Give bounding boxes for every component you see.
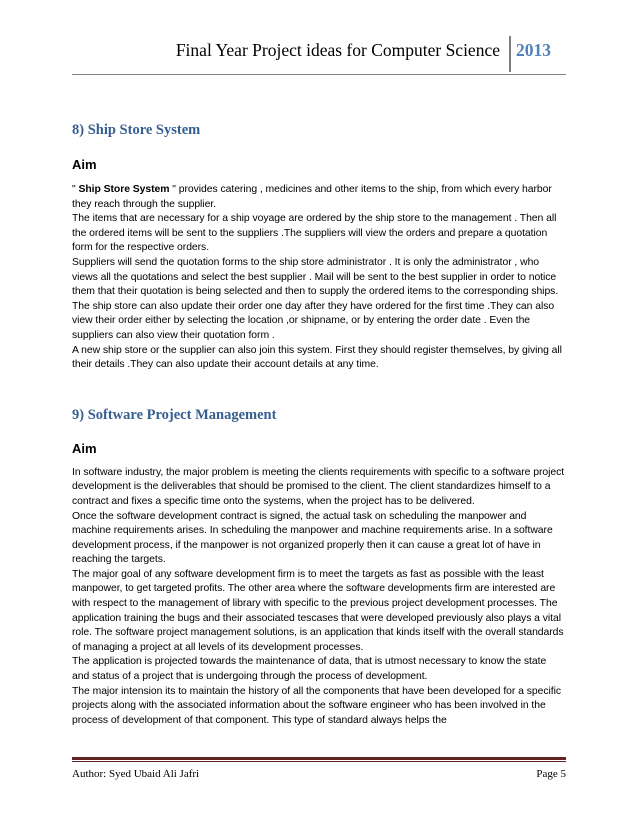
header-title: Final Year Project ideas for Computer Science <box>175 40 500 60</box>
paragraph: The major intension its to maintain the history of all the components that have been developed for a specific projects along with the associated information about the software engineer who has been involved in the process of development of that component. This type of standard always helps the <box>72 685 561 726</box>
paragraph: A new ship store or the supplier can also join this system. First they should register themselves, by giving all their details .They can also update their account details at any time. <box>72 344 562 371</box>
aim-heading: Aim <box>72 440 97 456</box>
intro-bold-term: Ship Store System <box>78 184 170 195</box>
intro-suffix: " provides catering , medicines and other items to the ship, from which every harbor they reach through the supplier. <box>72 184 552 210</box>
page-header <box>72 34 566 76</box>
intro-paragraph <box>72 183 566 212</box>
section-ship-store-system <box>72 122 566 373</box>
header-year: 2013 <box>516 40 551 60</box>
paragraph: The application is projected towards the maintenance of data, that is utmost necessary to know the state and status of a project that is undergoing through the process of development. <box>72 656 547 683</box>
footer-author: Author: Syed Ubaid Ali Jafri <box>72 768 200 780</box>
page-content <box>72 122 566 728</box>
paragraph: The ship store can also update their order one day after they have ordered for the first time .They can also view their order either by selecting the location ,or shipname, or by entering the order date . Even the suppliers can also view their quotation form . <box>72 300 555 341</box>
paragraph: Once the software development contract is signed, the actual task on scheduling the manpower and machine requirements arises. In scheduling the manpower and machine requirements arise. In a software development process, if the manpower is not organized properly then it can cause a great lot of have in reaching the targets. <box>72 510 553 566</box>
intro-prefix: " <box>72 184 79 195</box>
aim-heading: Aim <box>72 157 97 172</box>
paragraph: Suppliers will send the quotation forms to the ship store administrator . It is only the administrator , who views all the quotations and select the best supplier . Mail will be sent to the best supplier in order to notice them that their quotation is being selected and then to supply the ordered items to the corresponding ships. <box>72 256 559 298</box>
section-title: 9) Software Project Management <box>72 406 277 423</box>
footer-rule <box>72 757 566 760</box>
section-title: 8) Ship Store System <box>72 122 201 138</box>
section-software-project-management <box>72 407 566 729</box>
footer-rule-thin <box>72 761 566 762</box>
paragraph: In software industry, the major problem is meeting the clients requirements with specific to a software project development is the deliverables that should be promised to the client. The client standardizes himself to a contract and fixes a specific time onto the systems, when the project has to be delivered. <box>72 466 565 507</box>
paragraph: The major goal of any software development firm is to meet the targets as fast as possible with the least manpower, to get targeted profits. The other area where the software developments firm are interested are with respect to the management of library with specific to the previous project development processes. The application training the bugs and their associated tescases that were developed previously also plays a vital role. The software project management solutions, is an application that kinds itself with the overall standards of managing a project at all levels of its development processes. <box>72 568 564 653</box>
paragraph: The items that are necessary for a ship voyage are ordered by the ship store to the management . Then all the ordered items will be sent to the suppliers .The suppliers will view the orders and prepare a quotation form for the respective orders. <box>72 213 557 254</box>
header-rule <box>72 74 566 75</box>
header-divider <box>509 36 511 72</box>
footer-page-number: Page 5 <box>536 768 566 780</box>
